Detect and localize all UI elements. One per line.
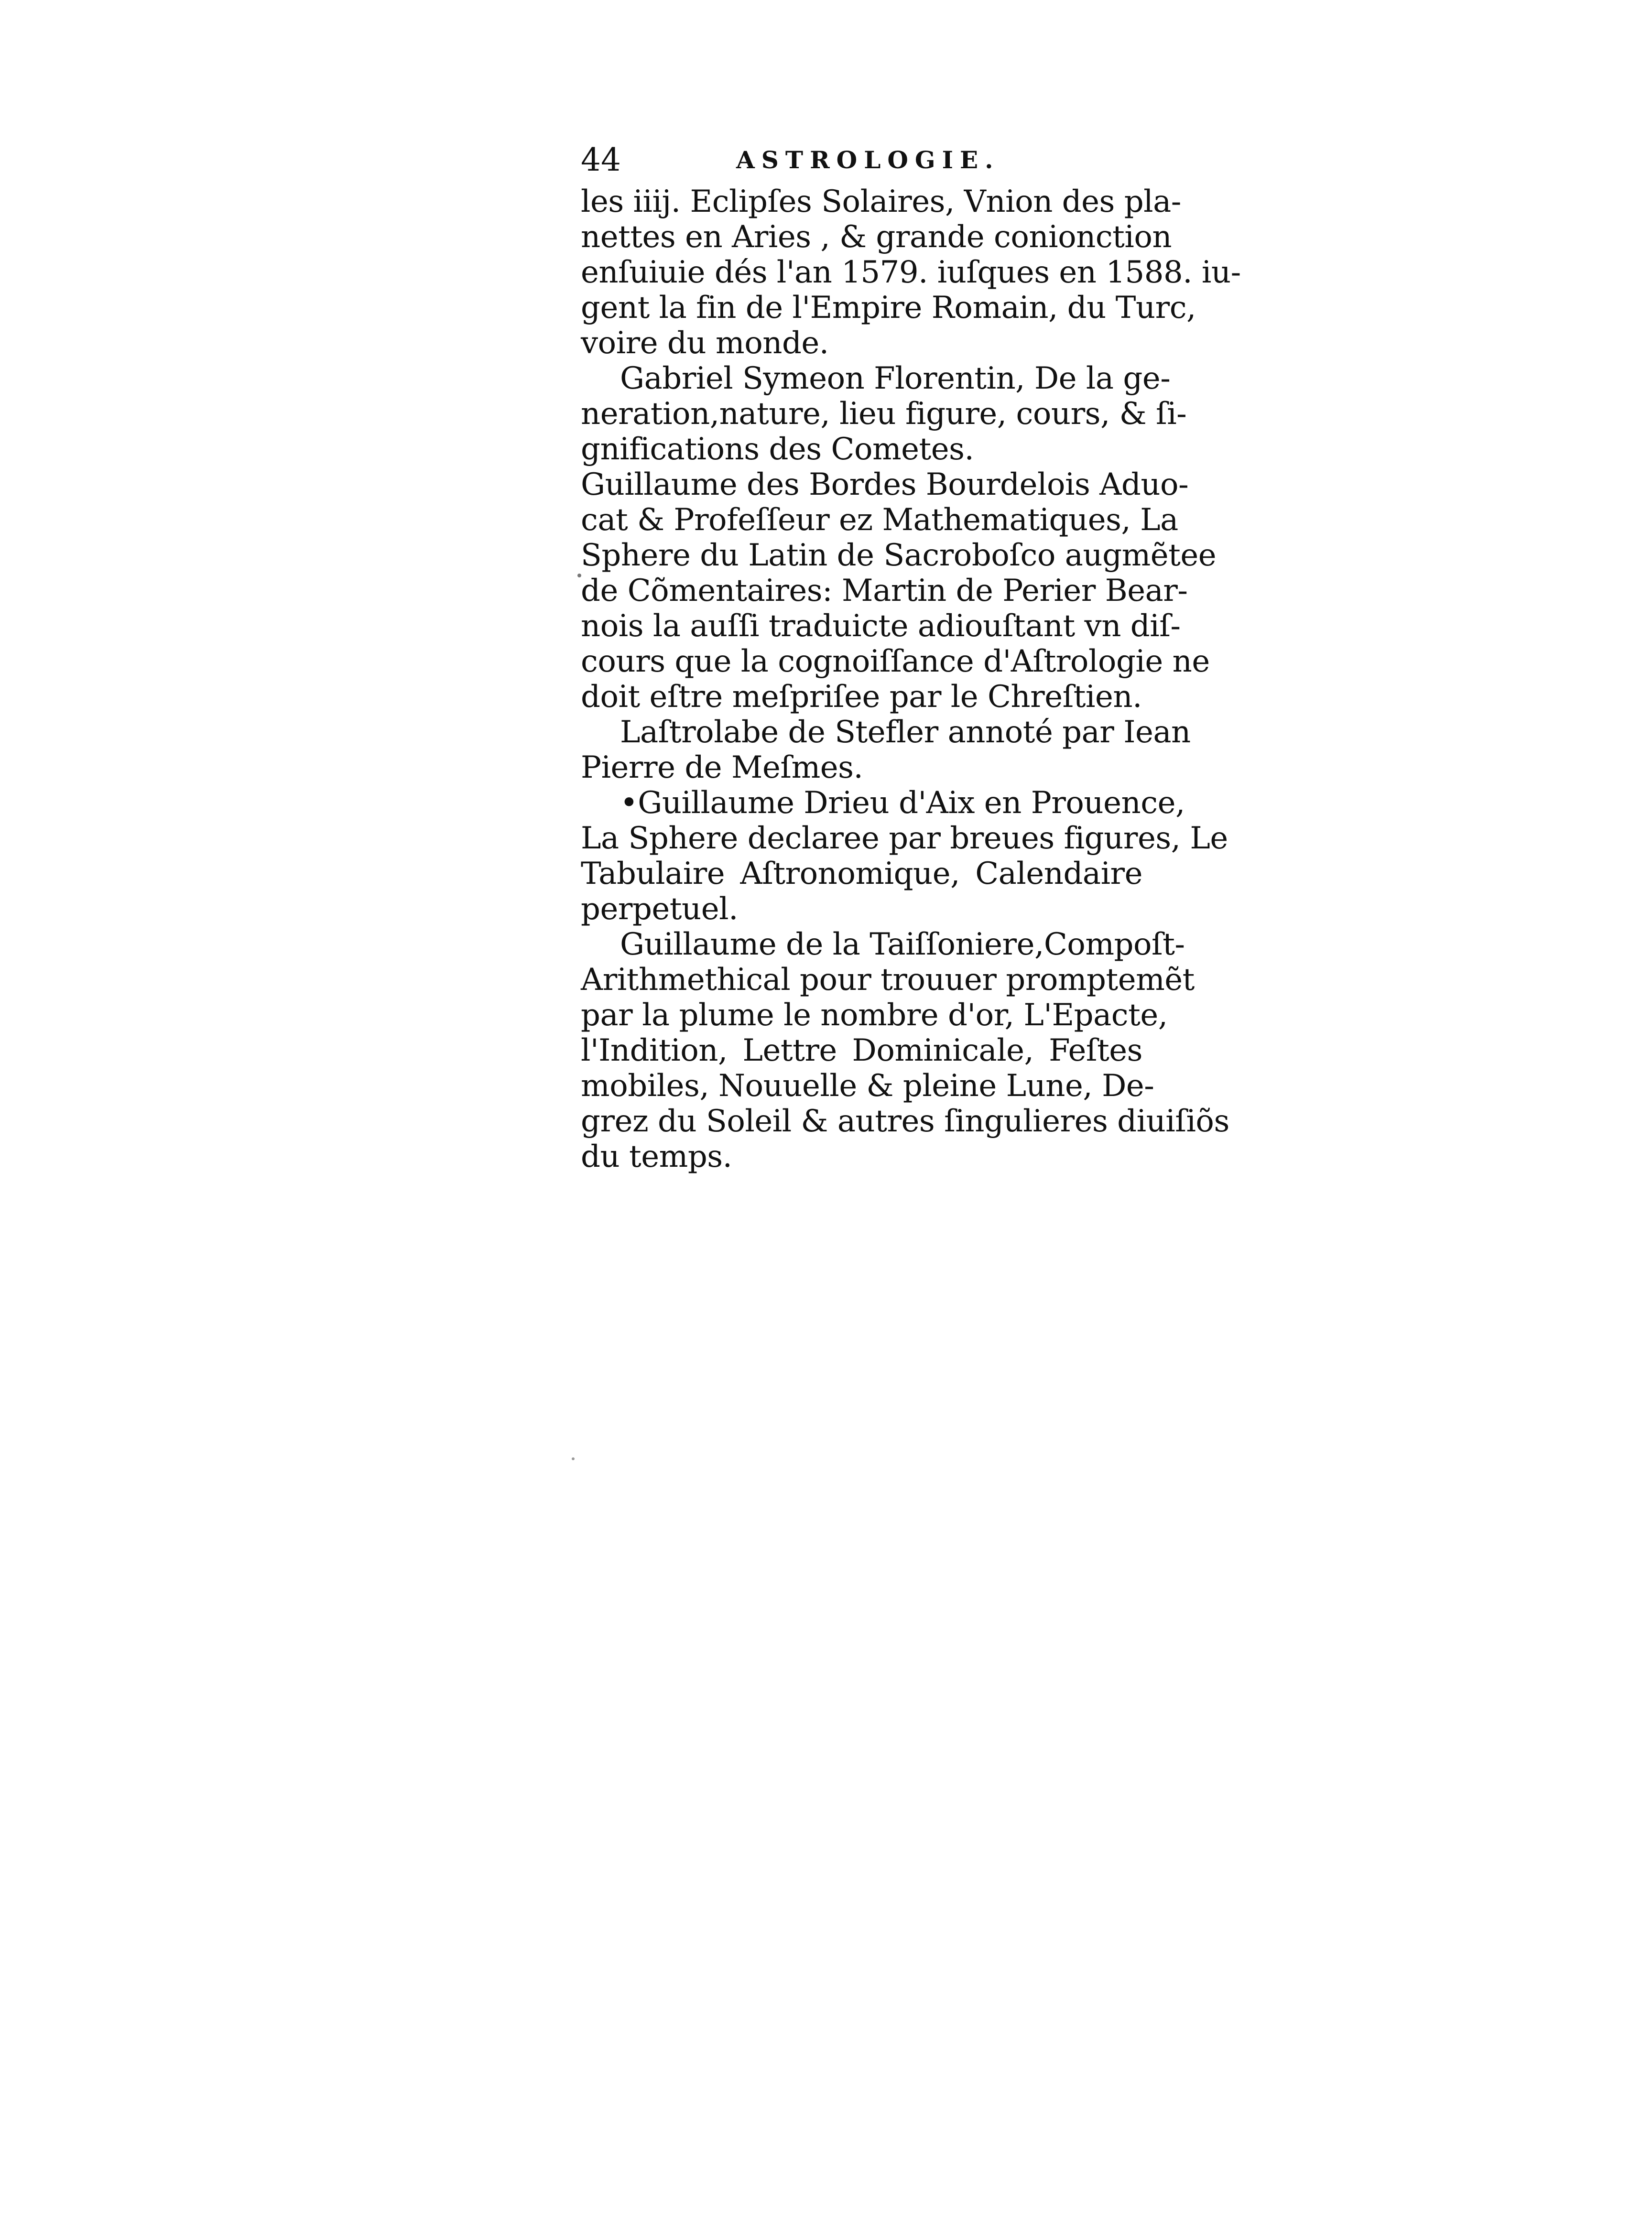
text-line: Tabulaire Aſtronomique, Calendaire [581, 856, 1142, 891]
text-line: cat & Profeſſeur ez Mathematiques, La [581, 502, 1178, 538]
ink-speck [572, 1457, 575, 1460]
entry-paragraph [581, 785, 1228, 927]
entry-paragraph [581, 467, 1217, 715]
entry-paragraph [581, 361, 1187, 467]
text-line: gent la fin de l'Empire Romain, du Turc, [581, 290, 1196, 326]
text-line: mobiles, Nouuelle & pleine Lune, De- [581, 1068, 1154, 1104]
running-title: ASTROLOGIE. [736, 146, 1000, 174]
entry-paragraph [581, 184, 1241, 361]
text-line: doit eſtre meſpriſee par le Chreſtien. [581, 679, 1142, 715]
running-head [581, 136, 1142, 184]
text-line: grez du Soleil & autres ſingulieres diuiſiõs [581, 1104, 1229, 1139]
text-line: nettes en Aries , & grande conionction [581, 219, 1172, 255]
entry-paragraph [581, 715, 1191, 785]
text-line: Guillaume de la Taiſſoniere,Compoſt- [620, 927, 1185, 962]
text-line: neration,nature, lieu figure, cours, & ſi- [581, 396, 1187, 432]
text-line: Sphere du Latin de Sacroboſco augmẽtee [581, 538, 1217, 573]
text-line: Laſtrolabe de Stefler annoté par Iean [620, 715, 1191, 750]
text-line: de Cõmentaires: Martin de Perier Bear- [581, 573, 1188, 608]
text-line: Pierre de Meſmes. [581, 750, 863, 785]
text-line: l'Indition, Lettre Dominicale, Feſtes [581, 1033, 1142, 1068]
text-line: nois la auſſi traduicte adiouſtant vn diſ- [581, 608, 1181, 644]
text-line: cours que la cognoiſſance d'Aſtrologie ne [581, 644, 1210, 679]
text-line: Gabriel Symeon Florentin, De la ge- [620, 361, 1171, 396]
text-line: enſuiuie dés l'an 1579. iuſques en 1588. iu- [581, 255, 1241, 290]
text-block [581, 136, 1241, 1174]
page-number: 44 [581, 141, 621, 178]
text-line: La Sphere declaree par breues figures, Le [581, 821, 1228, 856]
text-line: par la plume le nombre d'or, L'Epacte, [581, 998, 1168, 1033]
entry-paragraph [581, 927, 1229, 1174]
text-line: Guillaume des Bordes Bourdelois Aduo- [581, 467, 1189, 502]
text-line: perpetuel. [581, 891, 738, 927]
text-line: voire du monde. [581, 326, 829, 361]
text-line: les iiij. Eclipſes Solaires, Vnion des pla- [581, 184, 1181, 219]
text-line: Arithmethical pour trouuer promptemẽt [581, 962, 1195, 998]
text-line: gnifications des Cometes. [581, 432, 974, 467]
text-line: •Guillaume Drieu d'Aix en Prouence, [620, 785, 1185, 821]
text-line: du temps. [581, 1139, 732, 1174]
